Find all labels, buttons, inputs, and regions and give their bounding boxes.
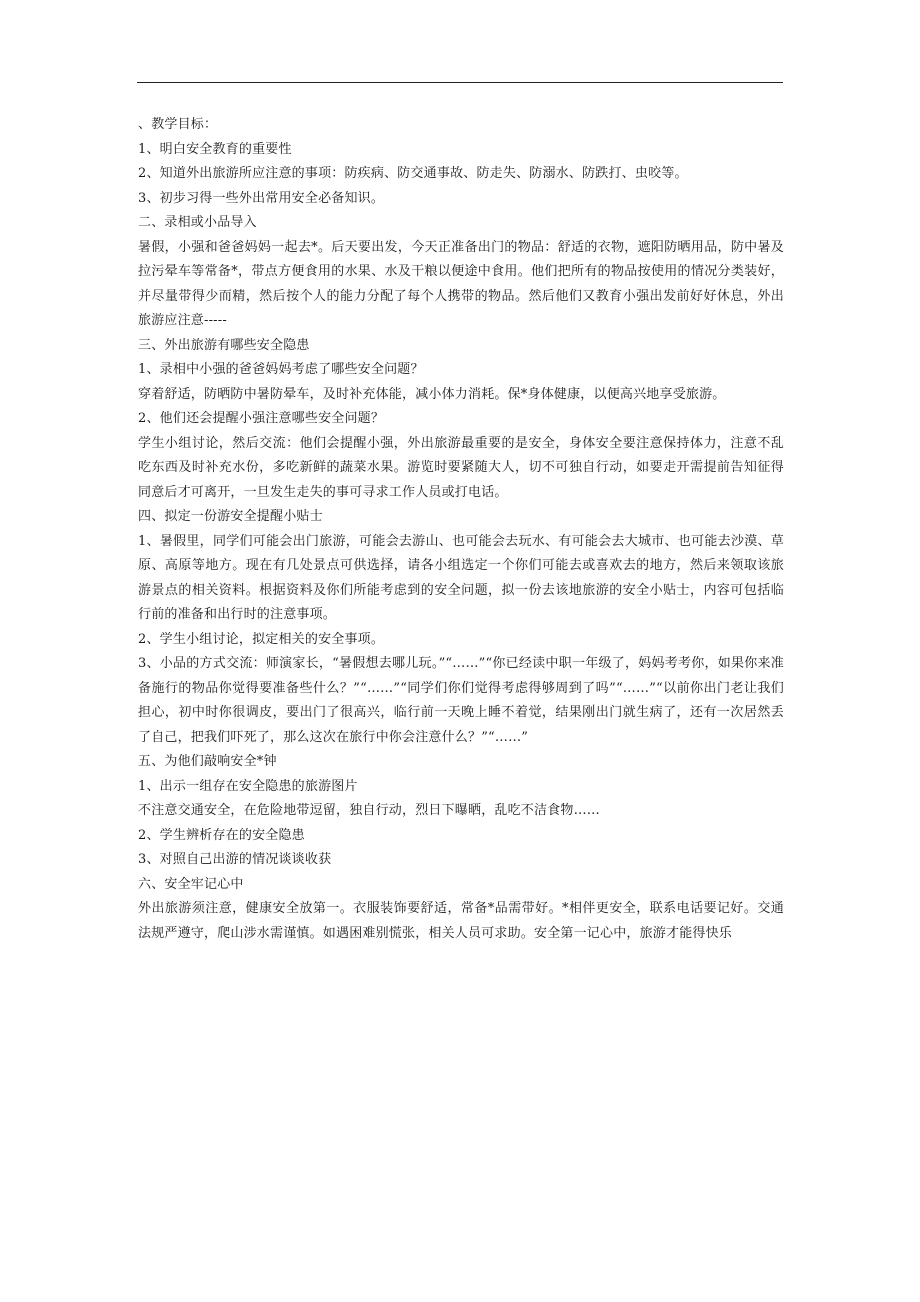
section-heading-remember: 六、安全牢记心中 — [138, 876, 244, 892]
alarm-item-1: 1、出示一组存在安全隐患的旅游图片 — [138, 778, 358, 794]
objective-item-2: 2、知道外出旅游所应注意的事项：防疾病、防交通事故、防走失、防溺水、防跌打、虫咬等。 — [138, 166, 688, 181]
remember-rhyme: 外出旅游须注意，健康安全放第一。衣服装饰要舒适，常备*品需带好。*相伴更安全，联系电话要记好。交通法规严遵守，爬山涉水需谨慎。如遇困难别慌张，相关人员可求助。安全第一记心中，旅游才能得快乐 — [138, 901, 784, 941]
section-heading-alarm: 五、为他们敲响安全*钟 — [138, 754, 277, 769]
objective-item-3: 3、初步习得一些外出常用安全必备知识。 — [138, 190, 385, 206]
section-heading-hazards: 三、外出旅游有哪些安全隐患 — [138, 337, 310, 353]
document-body — [138, 113, 784, 946]
header-rule — [137, 82, 783, 83]
section-heading-tips: 四、拟定一份游安全提醒小贴士 — [138, 509, 323, 524]
tips-item-2: 2、学生小组讨论，拟定相关的安全事项。 — [138, 631, 385, 647]
alarm-item-1-detail: 不注意交通安全，在危险地带逗留，独自行动，烈日下曝晒，乱吃不洁食物…… — [138, 803, 601, 818]
alarm-item-2: 2、学生辨析存在的安全隐患 — [138, 827, 305, 843]
intro-paragraph: 暑假，小强和爸爸妈妈一起去*。后天要出发，今天正准备出门的物品：舒适的衣物，遮阳防晒用品，防中暑及拉污晕车等常备*，带点方便食用的水果、水及干粮以便途中食用。他们把所有的物品按使用的情况分类装好，并尽量带得少而精，然后按个人的能力分配了每个人携带的物品。然后他们又教育小强出发前好好休息，外出旅游应注意----- — [138, 239, 784, 328]
section-heading-intro: 二、录相或小品导入 — [138, 215, 257, 230]
hazards-answer-2: 学生小组讨论，然后交流：他们会提醒小强，外出旅游最重要的是安全，身体安全要注意保持体力，注意不乱吃东西及时补充水份，多吃新鲜的蔬菜水果。游览时要紧随大人，切不可独自行动，如要走开需提前告知征得同意后才可离开，一旦发生走失的事可寻求工作人员或打电话。 — [138, 435, 784, 500]
objective-item-1: 1、明白安全教育的重要性 — [138, 141, 292, 157]
alarm-item-3: 3、对照自己出游的情况谈谈收获 — [138, 852, 332, 867]
hazards-question-2: 2、他们还会提醒小强注意哪些安全问题？ — [138, 411, 385, 426]
tips-item-3: 3、小品的方式交流：师演家长，“暑假想去哪儿玩。”“……”“你已经读中职一年级了，妈妈考考你，如果你来准备施行的物品你觉得要准备些什么？”“……”“同学们你们觉得考虑得够周到了吗”“……”“以前你出门老让我们担心，初中时你很调皮，要出门了很高兴，临行前一天晚上睡不着觉，结果刚出门就生病了，还有一次居然丢了自己，把我们吓死了，那么这次在旅行中你会注意什么？”“……” — [138, 656, 784, 745]
hazards-question-1: 1、录相中小强的爸爸妈妈考虑了哪些安全问题？ — [138, 362, 424, 377]
tips-item-1: 1、暑假里，同学们可能会出门旅游，可能会去游山、也可能会去玩水、有可能会去大城市、也可能去沙漠、草原、高原等地方。现在有几处景点可供选择，请各小组选定一个你们可能去或喜欢去的地方，然后来领取该旅游景点的相关资料。根据资料及你们所能考虑到的安全问题，拟一份去该地旅游的安全小贴士，内容可包括临行前的准备和出行时的注意事项。 — [138, 533, 784, 622]
section-heading-objectives: 、教学目标： — [138, 117, 218, 132]
hazards-answer-1: 穿着舒适，防晒防中暑防晕车，及时补充体能，减小体力消耗。保*身体健康，以便高兴地享受旅游。 — [138, 386, 726, 402]
